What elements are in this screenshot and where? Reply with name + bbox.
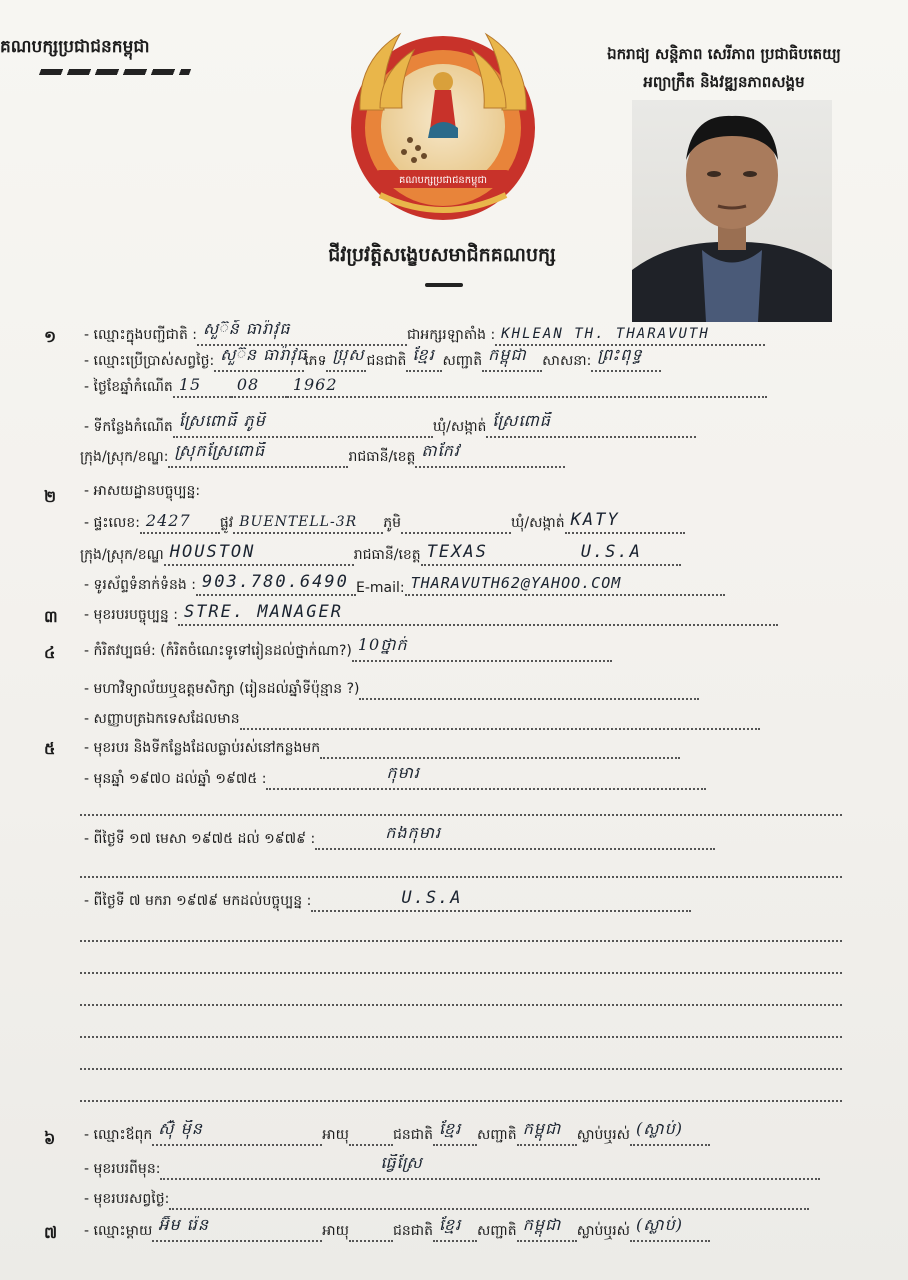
religion-value: ព្រះពុទ្ធ [597, 346, 643, 364]
occupation-label: - មុខរបរបច្ចុប្បន្ន : [84, 607, 178, 623]
row-address [84, 508, 844, 534]
mother-age-field[interactable] [349, 1216, 393, 1242]
addr-province-label: រាជធានី/ខេត្ត [353, 547, 421, 563]
portrait-photo-icon [632, 100, 832, 322]
latin-name-field[interactable] [495, 320, 765, 346]
street-field[interactable] [233, 508, 383, 534]
period-3-field[interactable] [311, 886, 691, 912]
father-ethnic-field[interactable] [433, 1120, 477, 1146]
row-dob [84, 372, 844, 398]
blank-line[interactable] [80, 1068, 842, 1070]
party-name: គណបក្សប្រជាជនកម្ពុជា [0, 37, 150, 57]
row-alias [84, 346, 844, 372]
phone-value: 903.780.6490 [201, 572, 349, 592]
period-1-label: - មុនឆ្នាំ ១៩៧០ ដល់ឆ្នាំ ១៩៧៥ : [84, 771, 267, 787]
section-number-4: ៤ [44, 643, 56, 662]
section-number-6: ៦ [44, 1129, 56, 1148]
birth-province-value: តាកែវ [421, 442, 460, 460]
ethnic-field[interactable] [406, 346, 442, 372]
row-education [84, 636, 844, 662]
father-label: - ឈ្មោះឪពុក [84, 1127, 153, 1143]
father-nat-value: កម្ពុជា [522, 1120, 562, 1138]
section-number-3: ៣ [44, 607, 58, 626]
blank-line[interactable] [80, 972, 842, 974]
dob-day: 15 [178, 375, 202, 394]
latin-name-value: KHLEAN TH. THARAVUTH [501, 326, 710, 342]
father-prev-job-value: ធ្វើស្រែ [380, 1154, 423, 1172]
period-3-value: U.S.A [401, 888, 463, 908]
birth-district-value: ស្រុកស្រែពោធិ៍ [174, 442, 266, 460]
university-field[interactable] [359, 674, 699, 700]
blank-line[interactable] [80, 1100, 842, 1102]
row-history-title [84, 733, 844, 759]
addr-country-value: U.S.A [580, 542, 642, 562]
blank-line[interactable] [80, 814, 842, 816]
dob-day-field[interactable] [173, 372, 231, 398]
father-prev-job-field[interactable] [160, 1154, 820, 1180]
row-contact [84, 570, 854, 596]
birth-province-label: រាជធានី/ខេត្ត [348, 449, 416, 465]
period-2-label: - ពីថ្ងៃទី ១៧ មេសា ១៩៧៥ ដល់ ១៩៧៩ : [84, 831, 316, 847]
alias-value: សួ៊ន ធារ៉ាវុធ [220, 346, 308, 364]
emblem-banner: គណបក្សប្រជាជនកម្ពុជា [399, 175, 487, 186]
party-name-header [0, 36, 260, 75]
university-label: - មហាវិទ្យាល័យឬឧត្តមសិក្សា (រៀនដល់ឆ្នាំទីប៉ុន្មាន ?) [84, 681, 360, 697]
education-field[interactable] [352, 636, 612, 662]
father-nat-field[interactable] [517, 1120, 577, 1146]
father-name-field[interactable] [152, 1120, 322, 1146]
addr-commune-label: ឃុំ/សង្កាត់ [511, 515, 565, 531]
section-number-5: ៥ [44, 739, 56, 758]
form-title: ជីវប្រវត្តិសង្ខេបសមាជិកគណបក្ស [328, 244, 556, 266]
house-value: 2427 [145, 511, 191, 530]
mother-ethnic-field[interactable] [433, 1216, 477, 1242]
gender-label: ភេទ [304, 353, 327, 369]
education-value: 10ថ្នាក់ [357, 636, 408, 654]
name-field[interactable] [197, 320, 407, 346]
member-photo [632, 100, 832, 322]
gender-value: ប្រុស [332, 346, 365, 364]
father-nat-label: សញ្ជាតិ [476, 1127, 517, 1143]
father-ethnic-value: ខ្មែរ [438, 1120, 462, 1138]
birthplace-label: - ទីកន្លែងកំណើត [84, 419, 173, 435]
ethnic-label: ជនជាតិ [366, 353, 407, 369]
father-status-label: ស្លាប់ឬរស់ [576, 1127, 631, 1143]
history-title: - មុខរបរ និងទីកន្លែងដែលធ្លាប់រស់នៅកន្លងមក [84, 740, 321, 756]
ethnic-value: ខ្មែរ [412, 346, 435, 364]
row-period-3 [84, 886, 844, 912]
village-label: ភូមិ [383, 515, 402, 531]
father-name-value: ស៊ុំ ម៉ឺន [158, 1120, 203, 1138]
period-1-value: កុមារ [386, 764, 420, 782]
certificate-label: - សញ្ញាបត្រឯកទេសដែលមាន [84, 711, 240, 727]
mother-status-field[interactable] [630, 1216, 710, 1242]
addr-commune-value: KATY [570, 510, 620, 530]
name-label: - ឈ្មោះក្នុងបញ្ជីជាតិ : [84, 327, 198, 343]
nationality-label: សញ្ជាតិ [442, 353, 483, 369]
house-field[interactable] [140, 508, 220, 534]
birth-district-field[interactable] [168, 442, 348, 468]
addr-district-label: ក្រុង/ស្រុក/ខណ្ឌ [80, 547, 164, 563]
education-label: - កំរិតវប្បធម៌: (កំរិតចំណេះទូទៅរៀនដល់ថ្នាក់ណា?) [84, 643, 352, 659]
birth-commune-label: ឃុំ/សង្កាត់ [432, 419, 487, 435]
addr-district-value: HOUSTON [169, 542, 256, 562]
email-value: THARAVUTH62@YAHOO.COM [410, 574, 622, 592]
addr-district-field[interactable] [164, 540, 354, 566]
addr-province-value: TEXAS [426, 542, 488, 562]
phone-field[interactable] [196, 570, 356, 596]
name-value: សួ៊ន៍ ធារ៉ាវុធ [203, 320, 291, 338]
row-certificate [84, 704, 844, 730]
row-father-prev-job [84, 1154, 844, 1180]
row-birthplace [84, 412, 844, 438]
mother-label: - ឈ្មោះម្ដាយ [84, 1223, 153, 1239]
period-2-value: កងកុមារ [385, 824, 442, 842]
section-number-1: ១ [44, 327, 57, 346]
row-university [84, 674, 844, 700]
birth-commune-value: ស្រែពោធិ៍ [492, 412, 551, 430]
section-number-2: ២ [44, 487, 57, 506]
addr-province-field[interactable] [421, 540, 681, 566]
blank-line[interactable] [80, 876, 842, 878]
mother-name-field[interactable] [152, 1216, 322, 1242]
row-period-1 [84, 764, 844, 790]
mother-status-label: ស្លាប់ឬរស់ [576, 1223, 631, 1239]
nationality-field[interactable] [482, 346, 542, 372]
history-title-field[interactable] [320, 733, 680, 759]
street-value: BUENTELL-3R [239, 514, 358, 530]
street-label: ផ្លូវ [219, 515, 234, 531]
religion-field[interactable] [591, 346, 661, 372]
dob-month-field[interactable] [231, 372, 287, 398]
occupation-field[interactable] [178, 600, 778, 626]
alias-label: - ឈ្មោះប្រើប្រាស់សព្វថ្ងៃ: [84, 353, 215, 369]
period-3-label: - ពីថ្ងៃទី ៧ មករា ១៩៧៩ មកដល់បច្ចុប្បន្ន : [84, 893, 312, 909]
motto-line-1: ឯករាជ្យ សន្តិភាព សេរីភាព ប្រជាធិបតេយ្យ [607, 45, 841, 63]
occupation-value: STRE. MANAGER [183, 602, 343, 622]
father-age-field[interactable] [349, 1120, 393, 1146]
row-birth-district [80, 442, 840, 468]
blank-line[interactable] [80, 1004, 842, 1006]
blank-line[interactable] [80, 1036, 842, 1038]
motto-line-2: អព្យាក្រឹត និងវឌ្ឍនភាពសង្គម [643, 73, 805, 91]
dob-year-field[interactable] [287, 372, 767, 398]
latin-label: ជាអក្សរឡាតាំង : [407, 327, 496, 343]
addr-commune-field[interactable] [565, 508, 685, 534]
mother-nat-field[interactable] [517, 1216, 577, 1242]
blank-line[interactable] [80, 940, 842, 942]
address-title: - អាសយដ្ឋានបច្ចុប្បន្ន: [84, 483, 201, 499]
mother-status-value: (ស្លាប់) [636, 1216, 683, 1234]
title-divider [425, 283, 463, 287]
father-prev-job-label: - មុខរបរពីមុន: [84, 1161, 161, 1177]
alias-field[interactable] [214, 346, 308, 372]
birth-province-field[interactable] [415, 442, 565, 468]
email-label: E-mail: [355, 580, 405, 596]
row-father [84, 1120, 854, 1146]
village-field[interactable] [401, 508, 511, 534]
row-address-title [84, 481, 484, 507]
row-mother [84, 1216, 874, 1242]
father-cur-job-field[interactable] [169, 1184, 809, 1210]
birth-commune-field[interactable] [486, 412, 696, 438]
birthplace-value: ស្រែពោធិ៍ ភូមិ [178, 412, 266, 430]
father-status-field[interactable] [630, 1120, 710, 1146]
header-underline [39, 69, 191, 75]
birth-district-label: ក្រុង/ស្រុក/ខណ្ឌ: [80, 449, 169, 465]
email-field[interactable] [405, 570, 725, 596]
row-occupation [84, 600, 844, 626]
father-age-label: អាយុ [322, 1127, 349, 1143]
section-number-7: ៧ [44, 1223, 58, 1242]
row-period-2 [84, 824, 844, 850]
mother-age-label: អាយុ [322, 1223, 349, 1239]
house-label: - ផ្ទះលេខ: [84, 515, 140, 531]
phone-label: - ទូរស័ព្ទទំនាក់ទំនង : [84, 577, 196, 593]
gender-field[interactable] [326, 346, 366, 372]
religion-label: សាសនា: [542, 353, 592, 369]
father-status-value: (ស្លាប់) [636, 1120, 683, 1138]
national-motto [554, 40, 894, 96]
mother-nat-value: កម្ពុជា [522, 1216, 562, 1234]
nationality-value: កម្ពុជា [488, 346, 527, 364]
cpp-emblem-icon [340, 20, 546, 226]
dob-year: 1962 [292, 375, 338, 394]
father-cur-job-label: - មុខរបរសព្វថ្ងៃ: [84, 1191, 170, 1207]
mother-name-value: អ៊ឹម រ៉េន [158, 1216, 210, 1234]
certificate-field[interactable] [240, 704, 760, 730]
period-1-field[interactable] [266, 764, 706, 790]
dob-month: 08 [236, 375, 260, 394]
mother-ethnic-value: ខ្មែរ [438, 1216, 462, 1234]
father-ethnic-label: ជនជាតិ [392, 1127, 433, 1143]
period-2-field[interactable] [315, 824, 715, 850]
row-father-cur-job [84, 1184, 844, 1210]
row-address-city [80, 540, 840, 566]
birthplace-field[interactable] [173, 412, 433, 438]
row-name [84, 320, 844, 346]
dob-label: - ថ្ងៃខែឆ្នាំកំណើត [84, 379, 173, 395]
mother-ethnic-label: ជនជាតិ [392, 1223, 433, 1239]
mother-nat-label: សញ្ជាតិ [476, 1223, 517, 1239]
